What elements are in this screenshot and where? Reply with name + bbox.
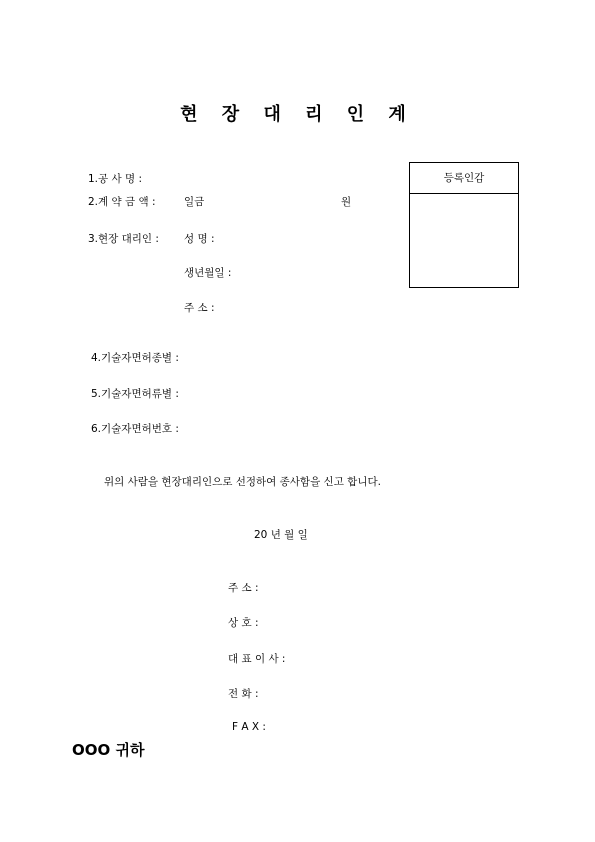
company-address-label: 주 소 : [228, 582, 259, 594]
license-type-label: 4.기술자면허종별 : [91, 352, 179, 364]
seal-box [409, 162, 519, 288]
license-class-label: 5.기술자면허류별 : [91, 388, 179, 400]
birth-date-label: 생년월일 : [184, 267, 232, 279]
company-name-label: 상 호 : [228, 617, 259, 629]
phone-label: 전 화 : [228, 688, 259, 700]
document-title: 현 장 대 리 인 계 [180, 104, 415, 125]
representative-label: 대 표 이 사 : [228, 653, 286, 665]
agent-address-label: 주 소 : [184, 302, 215, 314]
site-agent-label: 3.현장 대리인 : [88, 233, 159, 245]
contract-amount-label: 2.계 약 금 액 : [88, 196, 156, 208]
declaration-statement: 위의 사람을 현장대리인으로 선정하여 종사함을 신고 합니다. [104, 476, 381, 488]
date-line: 20 년 월 일 [254, 529, 308, 541]
recipient-line: OOO 귀하 [72, 741, 145, 759]
fax-label: F A X : [232, 721, 266, 733]
project-name-label: 1.공 사 명 : [88, 173, 142, 185]
license-number-label: 6.기술자면허번호 : [91, 423, 179, 435]
seal-box-label: 등록인감 [410, 163, 518, 194]
amount-prefix: 일금 [184, 196, 205, 208]
amount-unit: 원 [341, 196, 352, 208]
agent-name-label: 성 명 : [184, 233, 215, 245]
